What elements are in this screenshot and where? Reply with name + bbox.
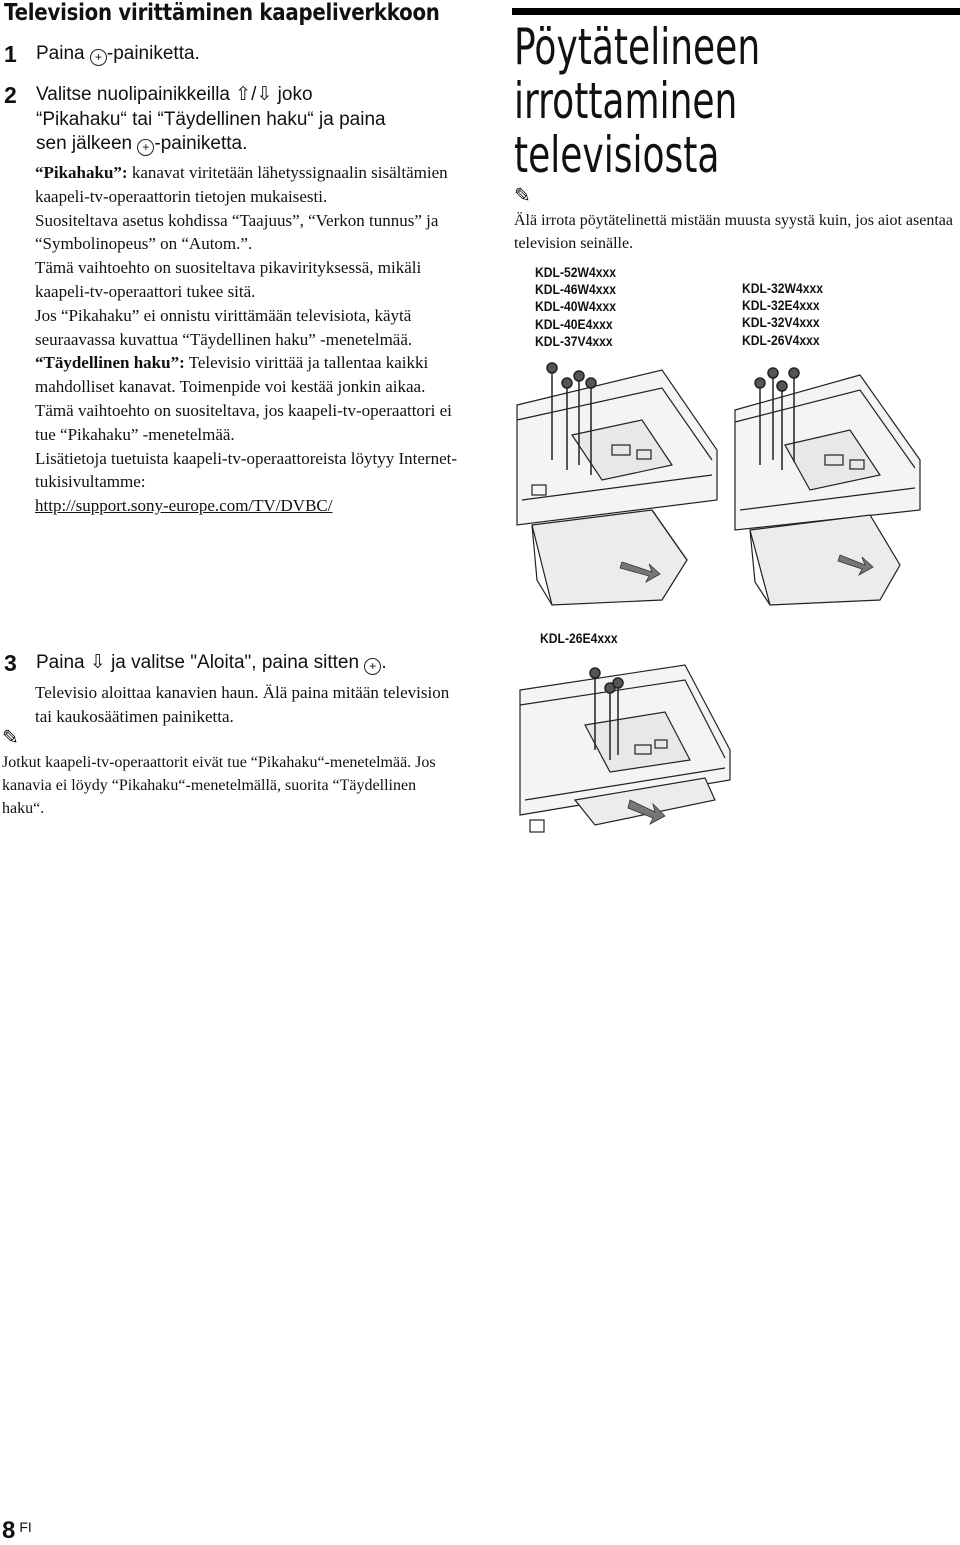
- quick-scan-fallback: Jos “Pikahaku” ei onnistu virittämään televisiota, käytä seuraavassa kuvattua “Täydellinen haku” -menetelmää.: [35, 305, 413, 349]
- enter-button-icon: +: [364, 658, 381, 675]
- step-3: [4, 651, 464, 676]
- note-text: Jotkut kaapeli-tv-operaattorit eivät tue “Pikahaku“-menetelmää. Jos kanavia ei löydy “Pikahaku“-menetelmällä, suorita “Täydellinen haku“.: [2, 754, 436, 817]
- model-name: KDL-26V4xxx: [742, 332, 820, 348]
- full-scan-recommendation: Tämä vaihtoehto on suositeltava, jos kaapeli-tv-operaattori ei tue “Pikahaku” -menetelmää.: [35, 400, 452, 444]
- model-name: KDL-40E4xxx: [535, 316, 613, 332]
- step-3-body: Televisio aloittaa kanavien haun. Älä paina mitään television tai kaukosäätimen painiketta.: [35, 683, 450, 726]
- enter-button-icon: +: [137, 139, 154, 156]
- step-text-suffix: -painiketta.: [154, 133, 248, 154]
- pencil-note-icon: ✎: [514, 185, 531, 207]
- model-list-small: [742, 280, 823, 349]
- support-info: Lisätietoja tuetuista kaapeli-tv-operaattoreista löytyy Internet-tukisivultamme:: [35, 448, 458, 492]
- tuning-options-description: [35, 161, 465, 518]
- section-title: Television virittäminen kaapeliverkkoon: [4, 0, 440, 26]
- full-scan-text: Televisio virittää ja tallentaa kaikki mahdolliset kanavat. Toimenpide voi kestää jonkin aikaa.: [35, 353, 429, 397]
- note-block: [514, 186, 954, 255]
- model-list-large: [535, 264, 616, 350]
- step-text-line: “Pikahaku“ tai “Täydellinen haku“ ja paina: [36, 108, 386, 130]
- quick-scan-recommendation: Suositeltava asetus kohdissa “Taajuus”, “Verkon tunnus” ja “Symbolinopeus” on “Autom.”.: [35, 210, 439, 254]
- step-1: [4, 42, 464, 67]
- enter-button-icon: +: [90, 49, 107, 66]
- model-name: KDL-32W4xxx: [742, 281, 824, 296]
- model-name: KDL-40W4xxx: [535, 299, 617, 315]
- stand-removal-illustration-26e: [515, 650, 735, 865]
- model-name: KDL-46W4xxx: [535, 282, 617, 298]
- step-2: [4, 83, 464, 157]
- page-title: Pöytätelineen irrottaminen televisiosta: [514, 18, 761, 184]
- quick-scan-paragraph: [35, 161, 465, 209]
- quick-scan-text: kanavat viritetään lähetyssignaalin sisältämien kaapeli-tv-operaattorin tietojen mukaisesti.: [35, 163, 448, 206]
- header-rule: [512, 8, 960, 15]
- step-number: 2: [4, 82, 17, 108]
- step-text: Paina: [36, 43, 90, 64]
- step-text-line: Valitse nuolipainikkeilla ⇧/⇩ joko: [36, 84, 313, 105]
- stand-removal-illustration-small: [730, 350, 930, 640]
- step-number: 1: [4, 41, 17, 67]
- model-name: KDL-32V4xxx: [742, 315, 820, 331]
- step-text-suffix: .: [381, 652, 387, 673]
- page-number: 8 $^{FI}$: [2, 1517, 32, 1544]
- pencil-note-icon: ✎: [2, 727, 19, 749]
- quick-scan-usage: Tämä vaihtoehto on suositeltava pikavirityksessä, mikäli kaapeli-tv-operaattori tukee sitä.: [35, 258, 422, 301]
- support-link[interactable]: http://support.sony-europe.com/TV/DVBC/: [35, 496, 333, 516]
- full-scan-paragraph: [35, 351, 465, 399]
- step-text-suffix: -painiketta.: [106, 43, 200, 64]
- step-text-line: sen jälkeen: [36, 133, 138, 154]
- note-block: [2, 728, 462, 820]
- step-number: 3: [4, 650, 17, 676]
- quick-scan-label: “Pikahaku”:: [35, 163, 128, 182]
- note-text: Älä irrota pöytätelinettä mistään muusta syystä kuin, jos aiot asentaa television seinälle.: [514, 212, 953, 252]
- step-text: Paina ⇩ ja valitse "Aloita", paina sitten: [36, 652, 365, 673]
- model-name: KDL-52W4xxx: [535, 265, 617, 280]
- model-name: KDL-26E4xxx: [540, 631, 618, 646]
- language-code: FI: [19, 1519, 32, 1535]
- stand-removal-illustration-large: [512, 350, 727, 640]
- model-name: KDL-37V4xxx: [535, 333, 613, 349]
- full-scan-label: “Täydellinen haku”:: [35, 353, 185, 373]
- model-name: KDL-32E4xxx: [742, 298, 820, 314]
